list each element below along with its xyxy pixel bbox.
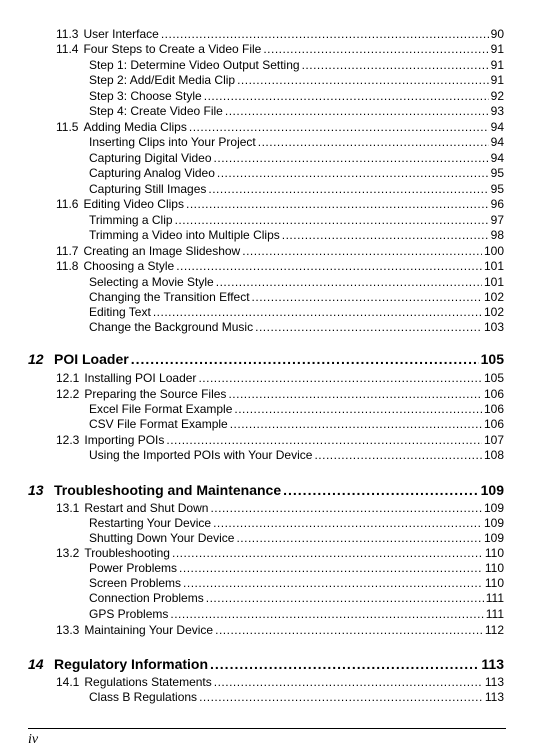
toc-entry-page: 108 [483,448,504,462]
toc-entry-page: 98 [490,228,504,242]
toc-subsection-entry [0,320,533,335]
toc-entry-title: User Interface [83,27,159,41]
toc-entry-page: 95 [490,166,504,180]
toc-entry-page: 103 [483,320,504,334]
toc-entry-title: Connection Problems [89,591,204,605]
dot-leader [234,402,482,417]
dot-leader [186,197,489,212]
toc-entry-number: 12.1 [56,371,80,385]
toc-subsection-entry [0,275,533,290]
toc-entry-page: 91 [490,42,504,56]
toc-entry-title: Using the Imported POIs with Your Device [89,448,313,462]
toc-entry-number: 11.8 [56,259,79,273]
toc-entry-page: 93 [490,104,504,118]
toc-entry-page: 113 [484,675,504,689]
toc-section-entry [0,623,533,638]
dot-leader [283,481,479,499]
dot-leader [214,151,489,166]
toc-entry-title: Capturing Digital Video [89,151,212,165]
toc-entry-page: 109 [483,501,504,515]
toc-entry-page: 110 [484,576,504,590]
toc-subsection-entry [0,182,533,197]
toc-entry-page: 90 [490,27,504,41]
toc-subsection-entry [0,417,533,432]
toc-section-entry [0,546,533,561]
toc-entry-title: POI Loader [54,351,129,367]
toc-entry-page: 95 [490,182,504,196]
toc-subsection-entry [0,135,533,150]
toc-subsection-entry [0,690,533,705]
dot-leader [225,104,489,119]
toc-entry-title: Trimming a Video into Multiple Clips [89,228,280,242]
toc-entry-page: 101 [483,275,504,289]
toc-entry-page: 107 [483,433,504,447]
dot-leader [215,623,483,638]
toc-section-entry [0,433,533,448]
dot-leader [204,89,489,104]
dot-leader [314,448,482,463]
toc-entry-title: Regulatory Information [54,656,209,672]
toc-entry-title: Trimming a Clip [89,213,173,227]
toc-entry-page: 111 [485,607,504,621]
toc-entry-page: 106 [483,402,504,416]
toc-entry-title: Troubleshooting [84,546,170,560]
toc-entry-page: 109 [483,516,504,530]
toc-subsection-entry [0,104,533,119]
toc-entry-page: 101 [483,259,504,273]
toc-entry-number: 14 [28,656,44,672]
toc-subsection-entry [0,448,533,463]
toc-entry-number: 11.6 [56,197,79,211]
toc-entry-title: Selecting a Movie Style [89,275,214,289]
dot-leader [210,655,479,673]
toc-entry-title: Changing the Transition Effect [89,290,250,304]
toc-subsection-entry [0,228,533,243]
dot-leader [183,576,483,591]
dot-leader [131,350,479,368]
toc-entry-number: 11.5 [56,120,79,134]
toc-entry-number: 11.3 [56,27,79,41]
toc-entry-title: Capturing Analog Video [89,166,215,180]
dot-leader [172,546,483,561]
dot-leader [302,58,489,73]
toc-subsection-entry [0,591,533,606]
toc-entry-page: 111 [485,591,504,605]
toc-entry-page: 106 [483,417,504,431]
toc-entry-title: Preparing the Source Files [84,387,227,401]
toc-subsection-entry [0,305,533,320]
dot-leader [237,73,489,88]
toc-section-entry [0,42,533,57]
toc-entry-title: Step 3: Choose Style [89,89,202,103]
toc-entry-title: Importing POIs [84,433,165,447]
toc-subsection-entry [0,561,533,576]
toc-subsection-entry [0,213,533,228]
dot-leader [282,228,489,243]
toc-entry-page: 92 [490,89,504,103]
dot-leader [189,120,489,135]
toc-section-entry [0,259,533,274]
toc-entry-title: Class B Regulations [89,690,198,704]
toc-entry-title: Adding Media Clips [83,120,187,134]
toc-entry-page: 105 [483,371,504,385]
dot-leader [255,320,482,335]
toc-entry-page: 105 [480,351,504,367]
toc-section-entry [0,675,533,690]
toc-entry-page: 109 [480,482,504,498]
footer-divider [28,728,506,729]
toc-entry-title: Editing Text [89,305,151,319]
toc-entry-title: Editing Video Clips [83,197,184,211]
dot-leader [206,591,484,606]
toc-entry-page: 94 [490,151,504,165]
toc-entry-number: 14.1 [56,675,80,689]
toc-section-entry [0,27,533,42]
toc-entry-title: Step 1: Determine Video Output Setting [89,58,300,72]
toc-section-entry [0,197,533,212]
toc-subsection-entry [0,576,533,591]
dot-leader [242,244,482,259]
dot-leader [176,259,482,274]
toc-section-entry [0,371,533,386]
toc-entry-number: 12.2 [56,387,80,401]
toc-entry-number: 13 [28,482,44,498]
toc-entry-title: Troubleshooting and Maintenance [54,482,282,498]
toc-entry-page: 97 [490,213,504,227]
dot-leader [198,371,482,386]
toc-entry-page: 94 [490,135,504,149]
toc-subsection-entry [0,58,533,73]
toc-entry-title: Screen Problems [89,576,182,590]
toc-entry-title: Installing POI Loader [84,371,197,385]
dot-leader [216,275,482,290]
toc-entry-title: Creating an Image Slideshow [83,244,241,258]
toc-entry-number: 11.4 [56,42,79,56]
toc-entry-page: 113 [481,656,504,672]
toc-entry-number: 13.2 [56,546,80,560]
toc-entry-title: Restarting Your Device [89,516,212,530]
toc-subsection-entry [0,531,533,546]
dot-leader [179,561,483,576]
toc-subsection-entry [0,89,533,104]
toc-subsection-entry [0,607,533,622]
toc-subsection-entry [0,290,533,305]
dot-leader [230,417,482,432]
dot-leader [210,501,482,516]
dot-leader [217,166,489,181]
toc-entry-title: Regulations Statements [84,675,212,689]
dot-leader [161,27,489,42]
toc-chapter-entry [0,350,533,368]
toc-section-entry [0,120,533,135]
toc-entry-title: Maintaining Your Device [84,623,214,637]
dot-leader [228,387,482,402]
toc-entry-page: 110 [484,561,504,575]
toc-entry-title: Four Steps to Create a Video File [83,42,262,56]
toc-entry-title: Step 2: Add/Edit Media Clip [89,73,236,87]
toc-entry-title: GPS Problems [89,607,169,621]
toc-subsection-entry [0,73,533,88]
toc-chapter-entry [0,481,533,499]
toc-entry-number: 13.1 [56,501,80,515]
toc-entry-page: 100 [483,244,504,258]
dot-leader [170,607,483,622]
toc-entry-title: Restart and Shut Down [84,501,209,515]
dot-leader [263,42,488,57]
dot-leader [199,690,483,705]
dot-leader [208,182,488,197]
dot-leader [252,290,482,305]
toc-entry-number: 12 [28,351,44,367]
toc-entry-page: 96 [490,197,504,211]
dot-leader [258,135,489,150]
dot-leader [214,675,483,690]
toc-subsection-entry [0,402,533,417]
toc-section-entry [0,244,533,259]
toc-subsection-entry [0,151,533,166]
toc-entry-title: CSV File Format Example [89,417,228,431]
toc-entry-page: 91 [490,73,504,87]
toc-entry-title: Shutting Down Your Device [89,531,235,545]
toc-entry-page: 102 [483,290,504,304]
toc-entry-title: Excel File Format Example [89,402,233,416]
toc-entry-page: 113 [484,690,504,704]
toc-entry-title: Power Problems [89,561,178,575]
toc-entry-page: 91 [490,58,504,72]
toc-subsection-entry [0,516,533,531]
toc-subsection-entry [0,166,533,181]
toc-entry-title: Step 4: Create Video File [89,104,223,118]
footer-page-number: iv [28,732,39,747]
toc-section-entry [0,387,533,402]
toc-entry-number: 12.3 [56,433,80,447]
toc-chapter-entry [0,655,533,673]
toc-entry-page: 112 [484,623,504,637]
dot-leader [175,213,489,228]
dot-leader [236,531,482,546]
toc-section-entry [0,501,533,516]
toc-entry-title: Capturing Still Images [89,182,207,196]
toc-entry-title: Inserting Clips into Your Project [89,135,256,149]
toc-entry-number: 11.7 [56,244,79,258]
dot-leader [166,433,482,448]
toc-entry-title: Change the Background Music [89,320,254,334]
toc-entry-number: 13.3 [56,623,80,637]
dot-leader [153,305,482,320]
toc-entry-title: Choosing a Style [83,259,175,273]
toc-entry-page: 110 [484,546,504,560]
toc-entry-page: 94 [490,120,504,134]
dot-leader [213,516,482,531]
toc-entry-page: 106 [483,387,504,401]
toc-entry-page: 102 [483,305,504,319]
toc-entry-page: 109 [483,531,504,545]
